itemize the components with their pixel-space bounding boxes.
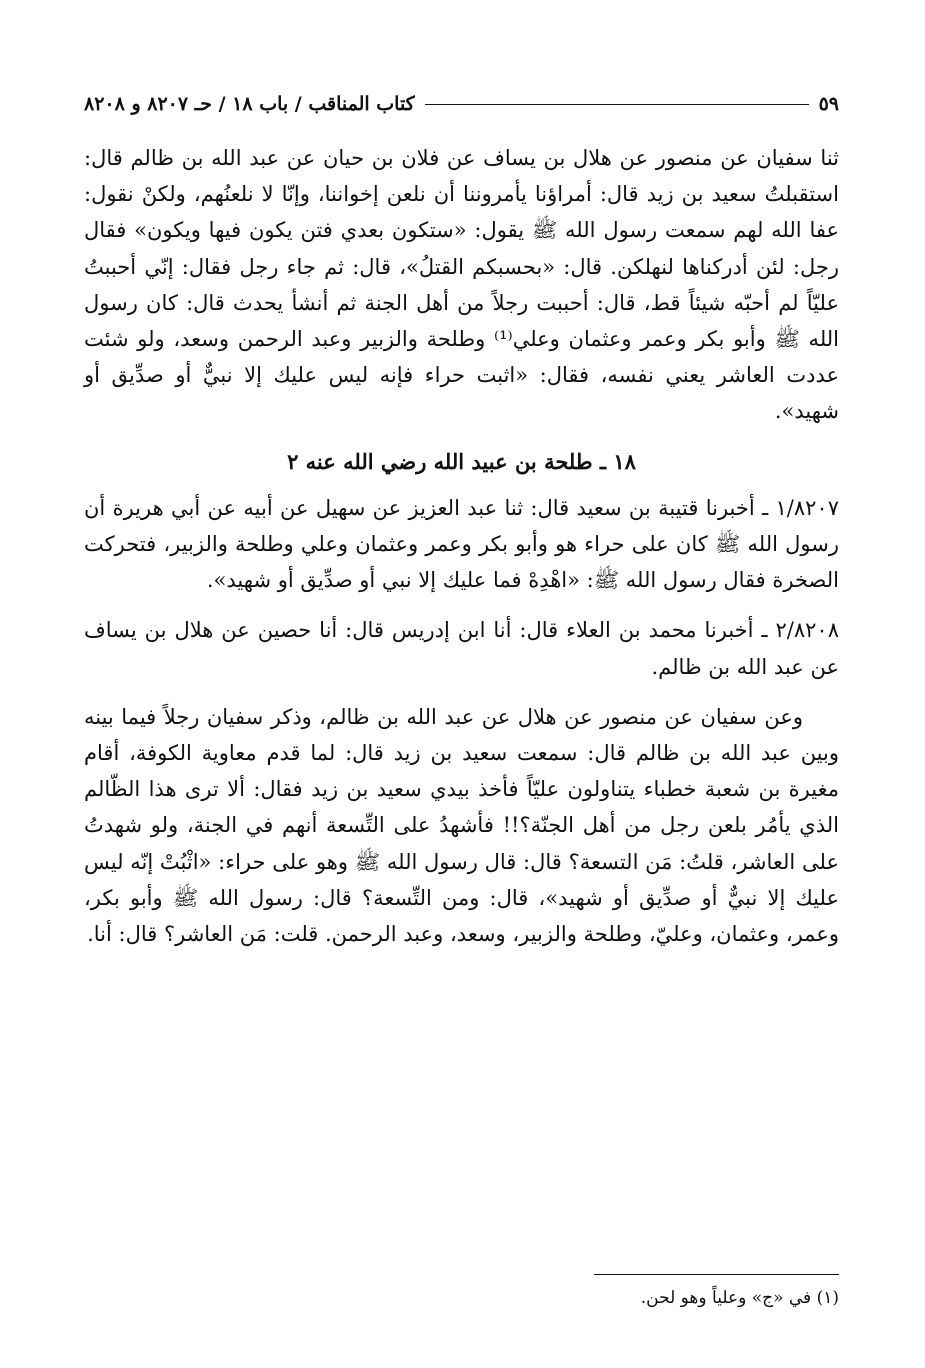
- hadith-8207: ١/٨٢٠٧ ـ أخبرنا قتيبة بن سعيد قال: ثنا عبد العزيز عن سهيل عن أبيه عن أبي هريرة أن رسول الله ﷺ كان على حراء هو وأبو بكر وعمر وعثمان وعلي وطلحة والزبير، فتحركت الصخرة فقال رسول الله ﷺ: «اهْدِهْ فما عليك إلا نبي أو صدِّيق أو شهيد».: [84, 495, 839, 593]
- paragraph-continuation: ثنا سفيان عن منصور عن هلال بن يساف عن فلان بن حيان عن عبد الله بن ظالم قال: استقبلتُ سعيد بن زيد قال: أمراؤنا يأمروننا أن نلعن إخواننا، وإنّا لا نلعنُهم، ولكنْ نقول: عفا الله لهم سمعت رسول الله ﷺ يقول: «ستكون بعدي فتن يكون فيها ويكون» فقال رجل: لئن أدركناها لنهلكن. قال: «بحسبكم القتلُ»، قال: ثم جاء رجل فقال: إنّي أحببتُ عليّاً لم أحبّه شيئاً قط، قال: أحببت رجلاً من أهل الجنة ثم أنشأ يحدث قال: كان رسول الله ﷺ وأبو بكر وعمر وعثمان وعلي⁽¹⁾ وطلحة والزبير وعبد الرحمن وسعد، ولو شئت عددت العاشر يعني نفسه، فقال: «اثبت حراء فإنه ليس عليك إلا نبيٌّ أو صدِّيق أو شهيد».: [84, 146, 839, 424]
- hadith-8208-continuation: وعن سفيان عن منصور عن هلال عن عبد الله بن ظالم، وذكر سفيان رجلاً فيما بينه وبين عبد الله بن ظالم قال: سمعت سعيد بن زيد قال: لما قدم معاوية الكوفة، أقام مغيرة بن شعبة خطباء يتناولون عليّاً فأخذ بيدي سعيد بن زيد فقال: ألا ترى هذا الظّالم الذي يأمُر بلعن رجل من أهل الجنّة؟!! فأشهدُ على التِّسعة أنهم في الجنة، ولو شهدتُ على العاشر، قلتُ: مَن التسعة؟ قال: قال رسول الله ﷺ وهو على حراء: «اثْبُتْ إنّه ليس عليك إلا نبيٌّ أو صدِّيق أو شهيد»، قال: ومن التِّسعة؟ قال: رسول الله ﷺ وأبو بكر، وعمر، وعثمان، وعليّ، وطلحة والزبير، وسعد، وعبد الرحمن. قلت: مَن العاشر؟ قال: أنا.: [84, 704, 839, 947]
- page-header: [84, 84, 839, 124]
- section-heading: ١٨ ـ طلحة بن عبيد الله رضي الله عنه ٢: [287, 448, 636, 474]
- header-rule: [425, 104, 809, 105]
- main-text: [84, 140, 839, 952]
- spacer: [84, 685, 839, 699]
- footnote: (١) في «ج» وعلياً وهو لحن.: [640, 1288, 839, 1308]
- running-title: كتاب المناقب / باب ١٨ / حـ ٨٢٠٧ و ٨٢٠٨: [84, 93, 415, 115]
- spacer: [84, 598, 839, 612]
- hadith-8208: ٢/٨٢٠٨ ـ أخبرنا محمد بن العلاء قال: أنا ابن إدريس قال: أنا حصين عن هلال بن يساف عن عبد الله بن ظالم.: [84, 618, 839, 679]
- footnote-rule: [594, 1274, 839, 1275]
- page-number: ٥٩: [818, 93, 839, 115]
